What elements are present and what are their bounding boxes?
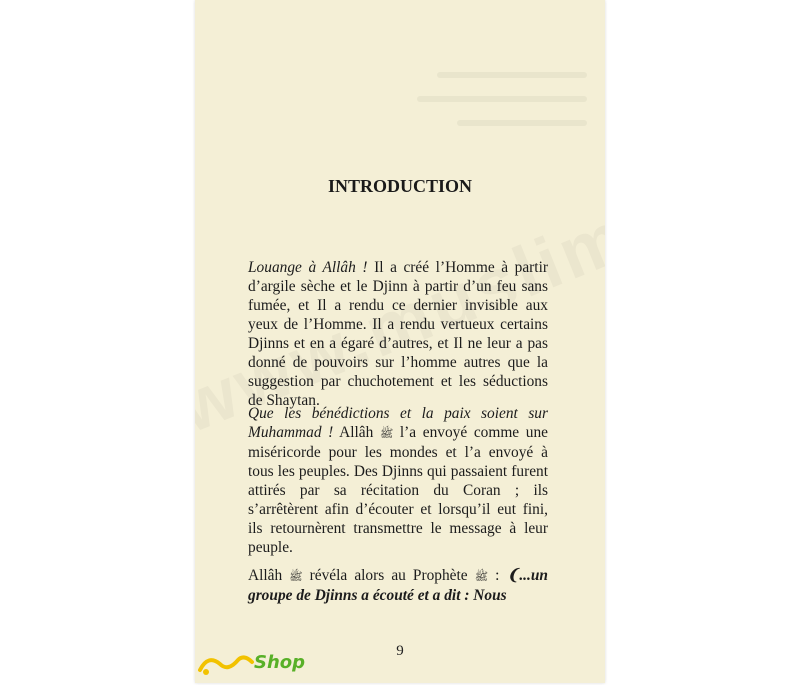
honorific-icon: ﷺ <box>289 570 303 583</box>
paragraph-3-body-b: révéla alors au Prophète <box>302 567 475 584</box>
bleed-through <box>437 72 587 78</box>
paragraph-3-body-c: : <box>488 567 507 584</box>
honorific-icon: ﷺ <box>474 570 488 583</box>
paragraph-1-body: Il a créé l’Homme à partir d’argile sèche et le Djinn à partir d’un feu sans fumée, et Il a rendu ce dernier invisible aux yeux de l’Homme. Il a rendu vertueux certains Djinns et en a égaré d’autres, et Il ne leur a pas donné de pouvoirs sur l’homme autres que la suggestion par chuchotement et les séductions de Shaytan. <box>248 259 548 409</box>
chapter-title: INTRODUCTION <box>327 176 473 196</box>
quran-quote: ❨...un groupe de Djinns a écouté et a dit : Nous <box>248 567 548 604</box>
paragraph-2 <box>248 404 548 557</box>
logo-text: Shop <box>254 652 306 673</box>
bleed-through <box>457 120 587 126</box>
honorific-icon: ﷺ <box>379 427 394 440</box>
paragraph-3-body-a: Allâh <box>248 567 290 584</box>
shop-logo <box>196 650 316 680</box>
paragraph-3 <box>248 566 548 605</box>
bleed-through <box>417 96 587 102</box>
paragraph-2-lead: Que les bénédictions et la paix soient sur Muhammad ! <box>248 405 548 441</box>
paragraph-1-lead: Louange à Allâh ! <box>248 259 368 276</box>
paragraph-1 <box>248 258 548 410</box>
paragraph-2-body-b: l’a envoyé comme une miséricorde pour les mondes et l’a envoyé à tous les peuples. Des Djinns qui passaient furent attirés par sa récitation du Coran ; ils s’arrêtèrent afin d’écouter et lorsqu’il eut fini, ils retournèrent transmettre le message à leur peuple. <box>248 424 549 556</box>
page-number: 9 <box>396 643 404 659</box>
paragraph-2-body-a: Allâh <box>333 424 380 441</box>
logo-swirl-icon <box>196 650 256 680</box>
book-page <box>195 0 605 683</box>
